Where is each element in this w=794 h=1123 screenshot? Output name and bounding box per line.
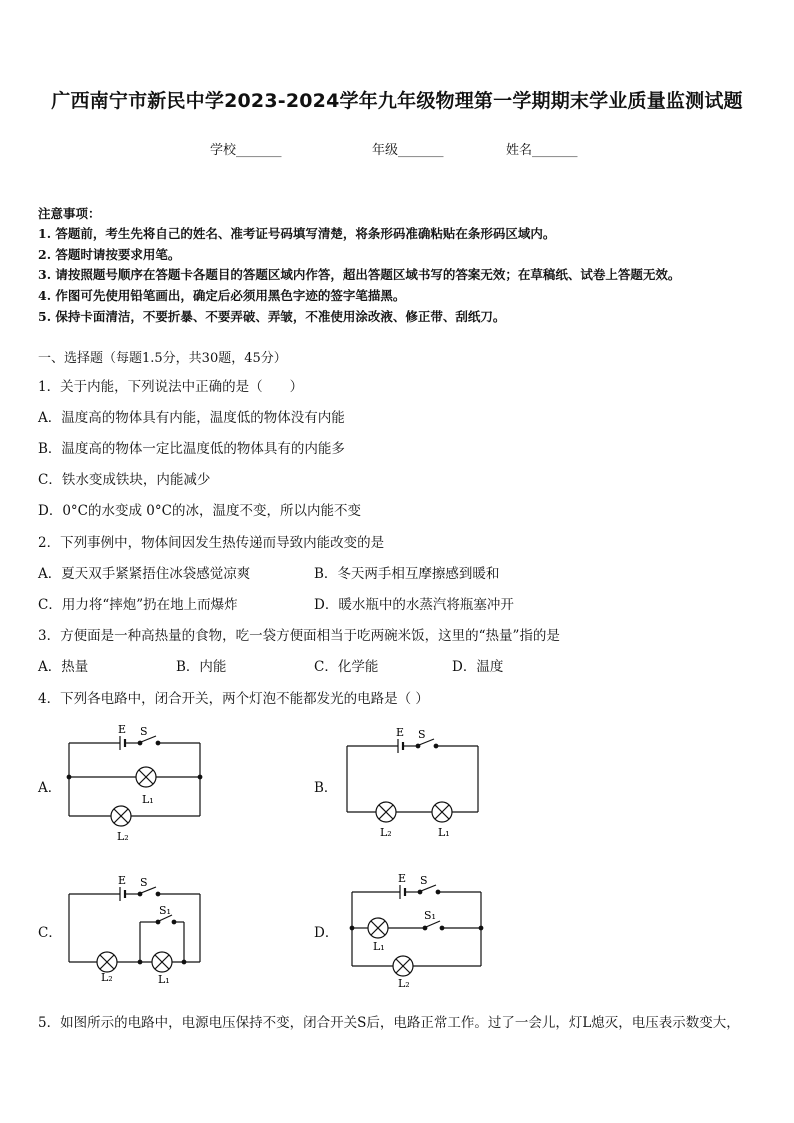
question-3-option-d[interactable]: D．温度 bbox=[452, 659, 504, 675]
section-heading: 一、选择题（每题1.5分，共30题，45分） bbox=[38, 351, 287, 366]
circuit-diagram-a bbox=[60, 720, 210, 845]
question-4-option-d[interactable]: D． bbox=[314, 925, 339, 941]
note-item: 2. 答题时请按要求用笔。 bbox=[38, 247, 181, 262]
switch-label: S bbox=[140, 725, 148, 738]
question-1-option-d[interactable]: D．0°C的水变成 0°C的冰，温度不变，所以内能不变 bbox=[38, 503, 361, 519]
question-1-stem: 1．关于内能，下列说法中正确的是（ ） bbox=[38, 379, 304, 395]
question-4-option-b[interactable]: B． bbox=[314, 780, 338, 796]
note-item: 4. 作图可先使用铅笔画出，确定后必须用黑色字迹的签字笔描黑。 bbox=[38, 288, 406, 303]
question-2-option-d[interactable]: D．暖水瓶中的水蒸汽将瓶塞冲开 bbox=[314, 597, 514, 613]
question-2-option-c[interactable]: C．用力将“摔炮”扔在地上而爆炸 bbox=[38, 597, 238, 613]
question-1-option-a[interactable]: A．温度高的物体具有内能，温度低的物体没有内能 bbox=[38, 410, 345, 426]
grade-field[interactable]: 年级_______ bbox=[372, 143, 444, 158]
circuit-diagram-c bbox=[60, 872, 210, 987]
lamp-2-label: L₂ bbox=[117, 830, 129, 843]
circuit-diagram-d bbox=[338, 870, 488, 990]
question-3-option-c[interactable]: C．化学能 bbox=[314, 659, 379, 675]
question-4-option-a[interactable]: A． bbox=[38, 780, 62, 796]
switch-label: S bbox=[418, 728, 426, 741]
battery-label: E bbox=[118, 874, 127, 887]
note-item: 5. 保持卡面清洁，不要折暴、不要弄破、弄皱，不准使用涂改液、修正带、刮纸刀。 bbox=[38, 309, 506, 324]
question-3-option-a[interactable]: A．热量 bbox=[38, 659, 89, 675]
lamp-1-label: L₁ bbox=[142, 793, 154, 806]
lamp-2-label: L₂ bbox=[380, 826, 392, 839]
question-3-option-b[interactable]: B．内能 bbox=[176, 659, 227, 675]
note-item: 1. 答题前，考生先将自己的姓名、准考证号码填写清楚，将条形码准确粘贴在条形码区域内。 bbox=[38, 226, 556, 241]
switch-1-label: S₁ bbox=[159, 904, 171, 917]
question-4-option-c[interactable]: C． bbox=[38, 925, 62, 941]
lamp-1-label: L₁ bbox=[373, 940, 385, 953]
battery-label: E bbox=[396, 726, 405, 739]
circuit-diagram-b bbox=[338, 724, 488, 839]
name-field[interactable]: 姓名_______ bbox=[506, 143, 578, 158]
question-1-option-b[interactable]: B．温度高的物体一定比温度低的物体具有的内能多 bbox=[38, 441, 345, 457]
question-2-option-a[interactable]: A．夏天双手紧紧捂住冰袋感觉凉爽 bbox=[38, 566, 251, 582]
page-title: 广西南宁市新民中学2023-2024学年九年级物理第一学期期末学业质量监测试题 bbox=[51, 90, 743, 112]
school-field[interactable]: 学校_______ bbox=[210, 143, 282, 158]
battery-label: E bbox=[118, 723, 127, 736]
switch-label: S bbox=[140, 876, 148, 889]
question-5-stem: 5．如图所示的电路中，电源电压保持不变，闭合开关S后，电路正常工作。过了一会儿，灯L熄灭，电压表示数变大， bbox=[38, 1015, 740, 1031]
lamp-2-label: L₂ bbox=[398, 977, 410, 990]
question-1-option-c[interactable]: C．铁水变成铁块，内能减少 bbox=[38, 472, 211, 488]
note-item: 3. 请按照题号顺序在答题卡各题目的答题区域内作答，超出答题区域书写的答案无效；在草稿纸、试卷上答题无效。 bbox=[38, 267, 681, 282]
lamp-2-label: L₂ bbox=[101, 971, 113, 984]
question-4-stem: 4．下列各电路中，闭合开关，两个灯泡不能都发光的电路是（ ） bbox=[38, 691, 429, 707]
question-3-stem: 3．方便面是一种高热量的食物，吃一袋方便面相当于吃两碗米饭，这里的“热量”指的是 bbox=[38, 628, 560, 644]
lamp-1-label: L₁ bbox=[158, 973, 170, 986]
lamp-1-label: L₁ bbox=[438, 826, 450, 839]
question-2-stem: 2．下列事例中，物体间因发生热传递而导致内能改变的是 bbox=[38, 535, 385, 551]
question-2-option-b[interactable]: B．冬天两手相互摩擦感到暖和 bbox=[314, 566, 500, 582]
switch-1-label: S₁ bbox=[424, 909, 436, 922]
switch-label: S bbox=[420, 874, 428, 887]
notes-heading: 注意事项： bbox=[38, 206, 101, 221]
battery-label: E bbox=[398, 872, 407, 885]
